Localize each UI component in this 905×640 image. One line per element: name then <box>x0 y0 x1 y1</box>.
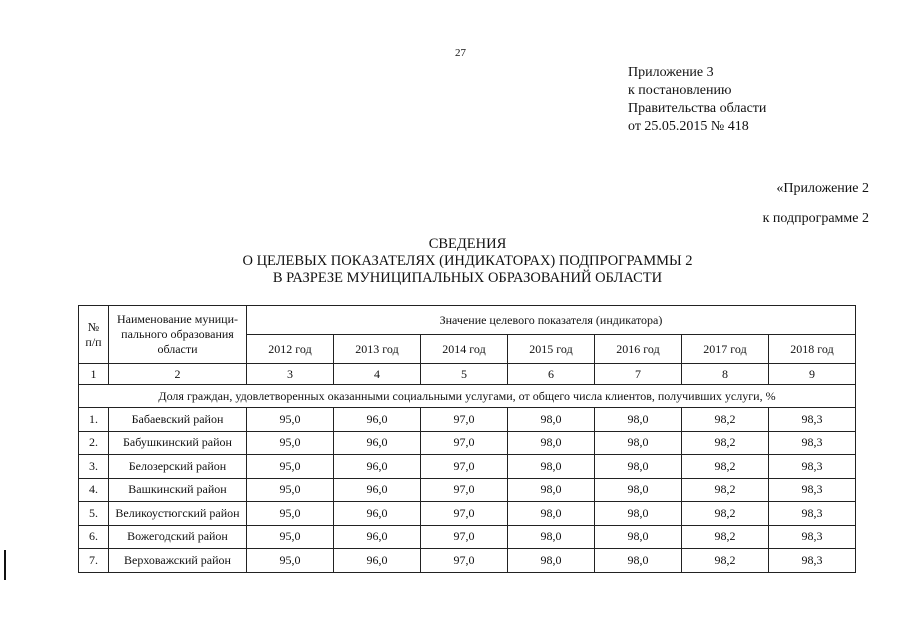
indicator-value: 95,0 <box>247 408 334 432</box>
table-row <box>79 455 856 479</box>
indicator-value: 98,0 <box>595 431 682 455</box>
row-number: 7. <box>79 549 109 573</box>
indicator-value: 95,0 <box>247 431 334 455</box>
indicator-row <box>79 385 856 408</box>
indicator-value: 98,0 <box>595 455 682 479</box>
indicator-value: 96,0 <box>334 408 421 432</box>
indicator-value: 98,0 <box>508 525 595 549</box>
table-row <box>79 525 856 549</box>
indicator-value: 98,0 <box>508 408 595 432</box>
appendix-line-3: Правительства области <box>628 101 767 116</box>
indicator-value: 98,2 <box>682 478 769 502</box>
indicator-title: Доля граждан, удовлетворенных оказанными социальными услугами, от общего числа клиентов, получивших услуги, % <box>79 385 856 408</box>
municipality-name: Бабаевский район <box>109 408 247 432</box>
indicator-value: 96,0 <box>334 478 421 502</box>
header-year: 2012 год <box>247 335 334 364</box>
title-line-2: О ЦЕЛЕВЫХ ПОКАЗАТЕЛЯХ (ИНДИКАТОРАХ) ПОДПРОГРАММЫ 2 <box>242 253 693 269</box>
column-number: 1 <box>79 364 109 385</box>
page-number: 27 <box>455 47 466 59</box>
indicator-value: 98,0 <box>595 549 682 573</box>
indicator-value: 95,0 <box>247 549 334 573</box>
table-row <box>79 431 856 455</box>
header-year: 2017 год <box>682 335 769 364</box>
indicator-value: 98,3 <box>769 455 856 479</box>
indicator-value: 98,0 <box>595 408 682 432</box>
indicator-value: 98,0 <box>595 478 682 502</box>
appendix-block <box>628 64 766 136</box>
indicator-value: 98,2 <box>682 525 769 549</box>
subprogram-appendix-line-2: к подпрограмме 2 <box>762 211 869 226</box>
column-number: 6 <box>508 364 595 385</box>
row-number: 5. <box>79 502 109 526</box>
indicators-table <box>78 305 856 573</box>
indicator-value: 96,0 <box>334 431 421 455</box>
indicator-value: 97,0 <box>421 502 508 526</box>
column-number: 2 <box>109 364 247 385</box>
indicator-value: 97,0 <box>421 431 508 455</box>
header-number-text: № п/п <box>85 319 102 349</box>
header-year: 2016 год <box>595 335 682 364</box>
indicator-value: 98,0 <box>595 525 682 549</box>
header-year: 2018 год <box>769 335 856 364</box>
table-row <box>79 549 856 573</box>
municipality-name: Великоустюгский район <box>109 502 247 526</box>
municipality-name: Вожегодский район <box>109 525 247 549</box>
table-header-row <box>79 306 856 335</box>
header-indicator-value: Значение целевого показателя (индикатора) <box>247 306 856 335</box>
indicator-value: 96,0 <box>334 525 421 549</box>
indicator-value: 97,0 <box>421 408 508 432</box>
indicator-value: 98,0 <box>508 502 595 526</box>
indicator-value: 95,0 <box>247 525 334 549</box>
appendix-line-4: от 25.05.2015 № 418 <box>628 119 749 134</box>
indicator-value: 96,0 <box>334 455 421 479</box>
row-number: 2. <box>79 431 109 455</box>
row-number: 1. <box>79 408 109 432</box>
indicator-value: 98,0 <box>508 455 595 479</box>
indicator-value: 97,0 <box>421 478 508 502</box>
indicator-value: 96,0 <box>334 502 421 526</box>
table-row <box>79 502 856 526</box>
column-number: 8 <box>682 364 769 385</box>
table-column-numbers-row <box>79 364 856 385</box>
indicator-value: 97,0 <box>421 455 508 479</box>
subprogram-appendix-line-1: «Приложение 2 <box>776 181 869 196</box>
column-number: 9 <box>769 364 856 385</box>
header-year: 2013 год <box>334 335 421 364</box>
municipality-name: Вашкинский район <box>109 478 247 502</box>
scan-edge-mark <box>4 550 6 580</box>
indicator-value: 98,2 <box>682 431 769 455</box>
indicator-value: 98,0 <box>595 502 682 526</box>
table-row <box>79 478 856 502</box>
indicator-value: 98,3 <box>769 525 856 549</box>
indicator-value: 96,0 <box>334 549 421 573</box>
indicator-value: 98,0 <box>508 549 595 573</box>
indicator-value: 97,0 <box>421 549 508 573</box>
indicator-value: 98,2 <box>682 455 769 479</box>
row-number: 6. <box>79 525 109 549</box>
municipality-name: Белозерский район <box>109 455 247 479</box>
indicator-value: 98,0 <box>508 431 595 455</box>
indicator-value: 95,0 <box>247 502 334 526</box>
document-title <box>0 236 905 287</box>
header-municipality <box>109 306 247 364</box>
header-year: 2014 год <box>421 335 508 364</box>
row-number: 4. <box>79 478 109 502</box>
indicator-value: 95,0 <box>247 455 334 479</box>
indicator-value: 98,2 <box>682 408 769 432</box>
indicator-value: 98,3 <box>769 408 856 432</box>
column-number: 7 <box>595 364 682 385</box>
indicator-value: 98,3 <box>769 502 856 526</box>
title-line-1: СВЕДЕНИЯ <box>428 236 507 252</box>
appendix-line-1: Приложение 3 <box>628 65 714 80</box>
indicator-value: 98,3 <box>769 478 856 502</box>
header-municipality-text: Наименование муници-пального образования области <box>116 312 239 356</box>
indicator-value: 95,0 <box>247 478 334 502</box>
column-number: 5 <box>421 364 508 385</box>
appendix-line-2: к постановлению <box>628 83 732 98</box>
municipality-name: Верховажский район <box>109 549 247 573</box>
column-number: 4 <box>334 364 421 385</box>
header-year: 2015 год <box>508 335 595 364</box>
indicator-value: 98,3 <box>769 431 856 455</box>
header-number <box>79 306 109 364</box>
indicator-value: 98,2 <box>682 502 769 526</box>
row-number: 3. <box>79 455 109 479</box>
municipality-name: Бабушкинский район <box>109 431 247 455</box>
indicator-value: 98,3 <box>769 549 856 573</box>
title-line-3: В РАЗРЕЗЕ МУНИЦИПАЛЬНЫХ ОБРАЗОВАНИЙ ОБЛАСТИ <box>272 270 663 286</box>
indicator-value: 98,0 <box>508 478 595 502</box>
column-number: 3 <box>247 364 334 385</box>
indicator-value: 97,0 <box>421 525 508 549</box>
indicator-value: 98,2 <box>682 549 769 573</box>
table-row <box>79 408 856 432</box>
